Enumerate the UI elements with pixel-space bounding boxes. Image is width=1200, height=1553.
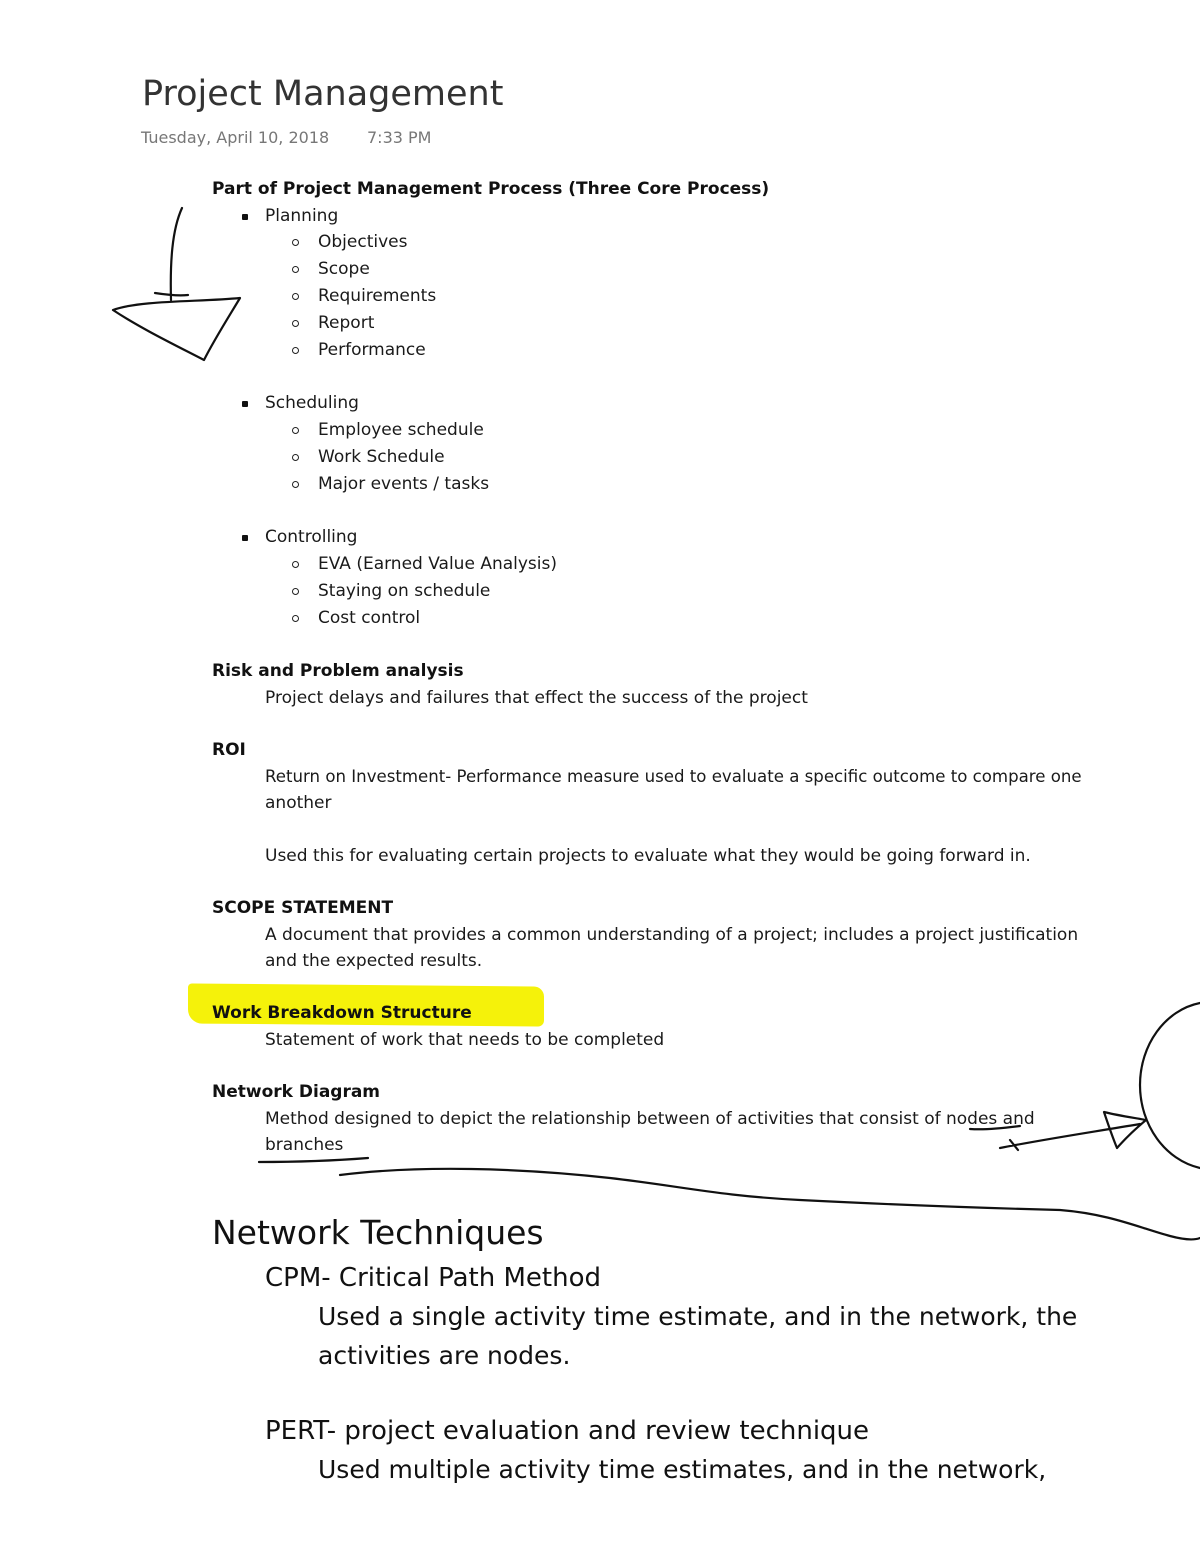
roi-text-line: Used this for evaluating certain projects to evaluate what they would be going forward in. — [265, 846, 1031, 866]
sublist-item: Work Schedule — [318, 447, 445, 467]
sublist-item: Report — [318, 313, 375, 333]
list-item-scheduling: Scheduling — [265, 393, 359, 413]
network-diagram-text-line: Method designed to depict the relationship between of activities that consist of nodes and — [265, 1109, 1035, 1129]
sublist-item: Objectives — [318, 232, 408, 252]
list-item-planning: Planning — [265, 206, 339, 226]
sublist-item: EVA (Earned Value Analysis) — [318, 554, 557, 574]
pert-text-line: Used multiple activity time estimates, and in the network, — [318, 1455, 1047, 1484]
wbs-heading: Work Breakdown Structure — [212, 1003, 472, 1023]
hand-drawn-divider-line — [340, 1169, 1200, 1239]
sublist-item: Scope — [318, 259, 370, 279]
hand-drawn-arrow-icon — [113, 208, 240, 360]
scope-heading: SCOPE STATEMENT — [212, 898, 394, 918]
hand-drawn-underline — [259, 1158, 368, 1162]
cpm-text-line: activities are nodes. — [318, 1341, 571, 1370]
network-techniques-heading: Network Techniques — [212, 1213, 544, 1252]
hand-drawn-nodes-underline — [970, 1126, 1020, 1129]
page-title: Project Management — [142, 74, 504, 114]
list-item-controlling: Controlling — [265, 527, 358, 547]
core-process-heading: Part of Project Management Process (Three Core Process) — [212, 179, 770, 199]
roi-heading: ROI — [212, 740, 246, 760]
sublist-item: Cost control — [318, 608, 421, 628]
sublist-item: Major events / tasks — [318, 474, 490, 494]
hand-drawn-node-circle — [1140, 1003, 1200, 1168]
page-time: 7:33 PM — [367, 128, 432, 147]
network-diagram-text-line: branches — [265, 1135, 344, 1155]
risk-text: Project delays and failures that effect the success of the project — [265, 688, 808, 708]
hand-drawn-pointer-arrow — [1000, 1112, 1146, 1150]
cpm-heading: CPM- Critical Path Method — [265, 1263, 602, 1293]
cpm-text-line: Used a single activity time estimate, and in the network, the — [318, 1302, 1078, 1331]
scope-text-line: A document that provides a common understanding of a project; includes a project justification — [265, 925, 1079, 945]
sublist-item: Requirements — [318, 286, 437, 306]
roi-text-line: Return on Investment- Performance measure used to evaluate a specific outcome to compare one — [265, 767, 1082, 786]
roi-text-line: another — [265, 793, 332, 813]
pert-heading: PERT- project evaluation and review technique — [265, 1416, 870, 1446]
sublist-item: Staying on schedule — [318, 581, 491, 601]
page-date: Tuesday, April 10, 2018 — [141, 128, 330, 147]
wbs-text: Statement of work that needs to be completed — [265, 1030, 665, 1050]
network-diagram-heading: Network Diagram — [212, 1082, 381, 1102]
risk-heading: Risk and Problem analysis — [212, 661, 464, 681]
sublist-item: Employee schedule — [318, 420, 484, 440]
scope-text-line: and the expected results. — [265, 951, 483, 971]
sublist-item: Performance — [318, 340, 426, 360]
